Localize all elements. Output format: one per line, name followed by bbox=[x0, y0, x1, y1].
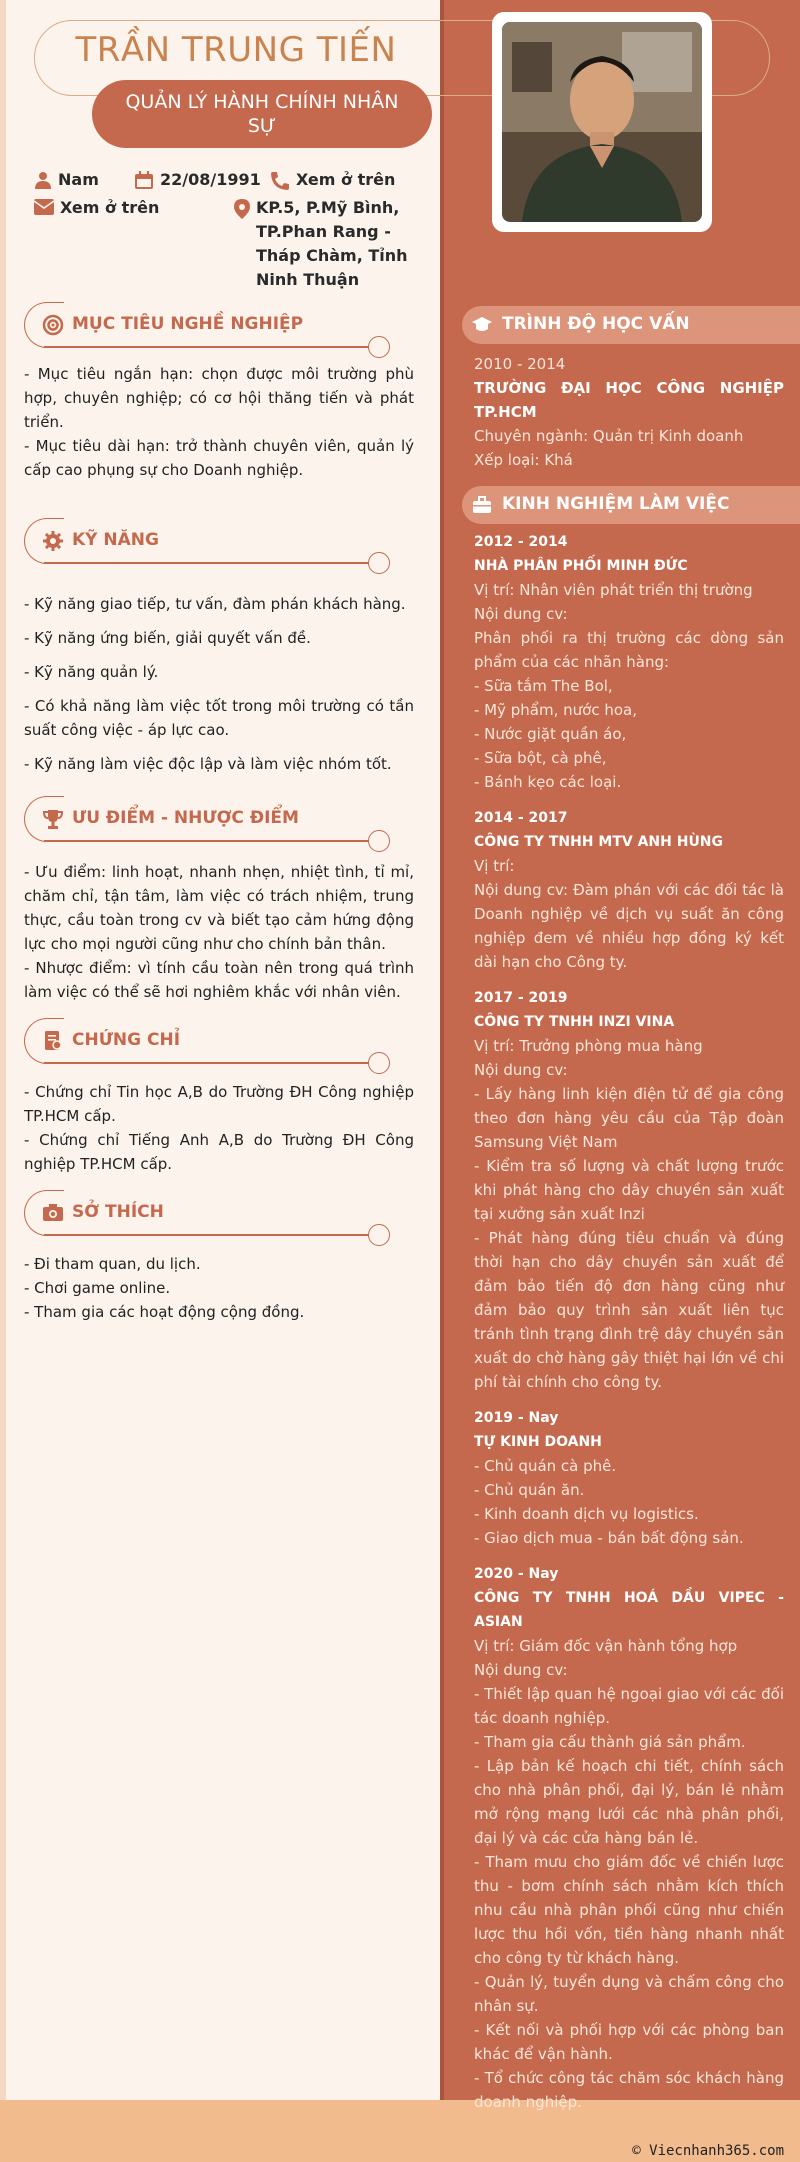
contact-gender bbox=[34, 168, 99, 192]
education-content bbox=[474, 352, 784, 472]
address-value: KP.5, P.Mỹ Bình, TP.Phan Rang - Tháp Chàm, Tỉnh Ninh Thuận bbox=[256, 198, 408, 289]
job-line: Nội dung cv: bbox=[474, 1061, 568, 1079]
briefcase-icon bbox=[472, 495, 492, 515]
skill-item: - Kỹ năng làm việc độc lập và làm việc nhóm tốt. bbox=[24, 755, 392, 773]
contact-phone bbox=[270, 168, 395, 192]
objective-line: - Mục tiêu ngắn hạn: chọn được môi trường phù hợp, chuyên nghiệp; có cơ hội thăng tiến và phát triển. bbox=[24, 365, 414, 431]
job-company: TỰ KINH DOANH bbox=[474, 1434, 602, 1450]
job-line: - Mỹ phẩm, nước hoa, bbox=[474, 701, 637, 719]
job-title: QUẢN LÝ HÀNH CHÍNH NHÂN SỰ bbox=[125, 91, 399, 137]
job-line: - Tổ chức công tác chăm sóc khách hàng doanh nghiệp. bbox=[474, 2069, 784, 2111]
certificate-item: - Chứng chỉ Tiếng Anh A,B do Trường ĐH Công nghiệp TP.HCM cấp. bbox=[24, 1131, 414, 1173]
gender-value: Nam bbox=[58, 170, 99, 189]
skill-item: - Kỹ năng giao tiếp, tư vấn, đàm phán khách hàng. bbox=[24, 595, 406, 613]
job-line: - Sữa bột, cà phê, bbox=[474, 749, 607, 767]
objective-line: - Mục tiêu dài hạn: trở thành chuyên viên, quản lý cấp cao phụng sự cho Doanh nghiệp. bbox=[24, 437, 414, 479]
job-line: - Chủ quán cà phê. bbox=[474, 1457, 617, 1475]
job-period: 2014 - 2017 bbox=[474, 810, 568, 826]
hobbies-content bbox=[24, 1252, 414, 1324]
hobby-item: - Tham gia các hoạt động cộng đồng. bbox=[24, 1303, 305, 1321]
objective-section-header bbox=[24, 302, 390, 348]
job-line: - Quản lý, tuyển dụng và chấm công cho nhân sự. bbox=[474, 1973, 784, 2015]
job-company: CÔNG TY TNHH HOÁ DẦU VIPEC - ASIAN bbox=[474, 1590, 784, 1630]
job-company: CÔNG TY TNHH INZI VINA bbox=[474, 1014, 675, 1030]
contact-email bbox=[34, 196, 159, 220]
job-line: - Lập bản kế hoạch chi tiết, chính sách cho nhà phân phối, đại lý, bán lẻ nhằm mở rộng mạng lưới các nhà phân phối, đại lý và các cửa hàng bán lẻ. bbox=[474, 1757, 784, 1847]
job-line: - Lấy hàng linh kiện điện tử để gia công theo đơn hàng yêu cầu của Tập đoàn Samsung Việt Nam bbox=[474, 1085, 784, 1151]
email-value[interactable]: Xem ở trên bbox=[60, 198, 160, 217]
envelope-icon bbox=[34, 199, 54, 215]
phone-value[interactable]: Xem ở trên bbox=[296, 170, 396, 189]
job-line: Vị trí: Giám đốc vận hành tổng hợp bbox=[474, 1637, 738, 1655]
candidate-name: TRẦN TRUNG TIẾN bbox=[75, 30, 397, 70]
phone-icon bbox=[270, 171, 290, 191]
hobby-item: - Đi tham quan, du lịch. bbox=[24, 1255, 201, 1273]
certificates-content bbox=[24, 1080, 414, 1176]
skill-item: - Kỹ năng quản lý. bbox=[24, 663, 159, 681]
skills-heading: KỸ NĂNG bbox=[72, 530, 159, 550]
gear-icon bbox=[42, 530, 64, 552]
job-title-badge bbox=[92, 80, 432, 148]
weakness-line: - Nhược điểm: vì tính cầu toàn nên trong quá trình làm việc có thể sẽ hơi nghiêm khắc với nhân viên. bbox=[24, 959, 414, 1001]
job-line: Vị trí: Nhân viên phát triển thị trường bbox=[474, 581, 753, 599]
job-period: 2017 - 2019 bbox=[474, 990, 568, 1006]
trophy-icon bbox=[42, 808, 64, 830]
job-line: - Tham gia cấu thành giá sản phẩm. bbox=[474, 1733, 746, 1751]
job-line: - Kinh doanh dịch vụ logistics. bbox=[474, 1505, 699, 1523]
hobbies-heading: SỞ THÍCH bbox=[72, 1202, 164, 1222]
certificate-icon bbox=[42, 1030, 64, 1052]
strengths-heading: ƯU ĐIỂM - NHƯỢC ĐIỂM bbox=[72, 808, 299, 828]
job-entry bbox=[474, 530, 784, 794]
contact-birthday bbox=[134, 168, 261, 192]
experience-heading: KINH NGHIỆM LÀM VIỆC bbox=[502, 494, 730, 514]
job-line: - Chủ quán ăn. bbox=[474, 1481, 585, 1499]
job-entry bbox=[474, 1562, 784, 2114]
strengths-section-header bbox=[24, 796, 390, 842]
certificate-item: - Chứng chỉ Tin học A,B do Trường ĐH Công nghiệp TP.HCM cấp. bbox=[24, 1083, 414, 1125]
hobbies-section-header bbox=[24, 1190, 390, 1236]
job-entry bbox=[474, 1406, 784, 1550]
certificates-section-header bbox=[24, 1018, 390, 1064]
job-line: Vị trí: Trưởng phòng mua hàng bbox=[474, 1037, 703, 1055]
education-period: 2010 - 2014 bbox=[474, 355, 566, 373]
job-entry bbox=[474, 986, 784, 1394]
objective-heading: MỤC TIÊU NGHỀ NGHIỆP bbox=[72, 314, 304, 334]
graduation-cap-icon bbox=[472, 315, 492, 335]
objective-content bbox=[24, 362, 414, 482]
skills-section-header bbox=[24, 518, 390, 564]
person-icon bbox=[34, 171, 52, 189]
job-line: Phân phối ra thị trường các dòng sản phẩm của các nhãn hàng: bbox=[474, 629, 784, 671]
skills-content bbox=[24, 592, 414, 786]
skill-item: - Kỹ năng ứng biến, giải quyết vấn đề. bbox=[24, 629, 311, 647]
job-line: Nội dung cv: bbox=[474, 1661, 568, 1679]
hobby-item: - Chơi game online. bbox=[24, 1279, 171, 1297]
target-icon bbox=[42, 314, 64, 336]
education-grade: Xếp loại: Khá bbox=[474, 451, 573, 469]
job-line: - Phát hàng đúng tiêu chuẩn và đúng thời hạn cho dây chuyền sản xuất để đảm bảo tiến độ đơn hàng cũng như đảm bảo quy trình sản xuất liên tục tránh tình trạng đình trệ dây chuyền sản xuất do chờ hàng gây thiệt hại lớn về chi phí tài chính cho công ty. bbox=[474, 1229, 784, 1391]
strengths-content bbox=[24, 860, 414, 1004]
camera-icon bbox=[42, 1202, 64, 1224]
strength-line: - Ưu điểm: linh hoạt, nhanh nhẹn, nhiệt tình, tỉ mỉ, chăm chỉ, tận tâm, làm việc có trách nhiệm, trung thực, cầu toàn trong cv và biết tạo cảm hứng động lực cho mọi người cũng như cho chính bản thân. bbox=[24, 863, 414, 953]
job-line: - Bánh kẹo các loại. bbox=[474, 773, 622, 791]
job-period: 2019 - Nay bbox=[474, 1410, 559, 1426]
job-line: - Nước giặt quần áo, bbox=[474, 725, 627, 743]
job-period: 2020 - Nay bbox=[474, 1566, 559, 1582]
job-line: - Kết nối và phối hợp với các phòng ban khác để vận hành. bbox=[474, 2021, 784, 2063]
job-line: Nội dung cv: Đàm phán với các đối tác là Doanh nghiệp về dịch vụ suất ăn công nghiệp đem về nhiều hợp đồng ký kết dài hạn cho Công ty. bbox=[474, 881, 784, 971]
footer-watermark[interactable]: © Viecnhanh365.com bbox=[632, 2143, 784, 2159]
skill-item: - Có khả năng làm việc tốt trong môi trường có tần suất công việc - áp lực cao. bbox=[24, 697, 414, 739]
education-heading: TRÌNH ĐỘ HỌC VẤN bbox=[502, 314, 690, 334]
footer bbox=[0, 2142, 800, 2162]
experience-section-header bbox=[462, 486, 800, 524]
experience-list bbox=[474, 530, 784, 2126]
job-line: - Tham mưu cho giám đốc về chiến lược thu - bơm chính sách nhằm kích thích nhu cầu nhà phân phối cũng như chiến lược thu hồi vốn, tiền hàng nhanh nhất cho công ty từ khách hàng. bbox=[474, 1853, 784, 1967]
school-name: TRƯỜNG ĐẠI HỌC CÔNG NGHIỆP TP.HCM bbox=[474, 379, 784, 421]
job-entry bbox=[474, 806, 784, 974]
job-line: - Thiết lập quan hệ ngoại giao với các đối tác doanh nghiệp. bbox=[474, 1685, 785, 1727]
contact-address bbox=[234, 196, 424, 292]
job-line: - Giao dịch mua - bán bất động sản. bbox=[474, 1529, 744, 1547]
certificates-heading: CHỨNG CHỈ bbox=[72, 1030, 181, 1050]
education-major: Chuyên ngành: Quản trị Kinh doanh bbox=[474, 427, 744, 445]
job-line: - Sữa tắm The Bol, bbox=[474, 677, 613, 695]
job-line: - Kiểm tra số lượng và chất lượng trước khi phát hàng cho dây chuyền sản xuất tại xưởng sản xuất Inzi bbox=[474, 1157, 784, 1223]
job-company: NHÀ PHÂN PHỐI MINH ĐỨC bbox=[474, 558, 688, 574]
job-period: 2012 - 2014 bbox=[474, 534, 568, 550]
job-line: Nội dung cv: bbox=[474, 605, 568, 623]
job-company: CÔNG TY TNHH MTV ANH HÙNG bbox=[474, 834, 724, 850]
avatar bbox=[502, 22, 702, 222]
birthday-value: 22/08/1991 bbox=[160, 170, 261, 189]
education-section-header bbox=[462, 306, 800, 344]
calendar-icon bbox=[134, 171, 154, 189]
map-pin-icon bbox=[234, 199, 250, 219]
job-line: Vị trí: bbox=[474, 857, 515, 875]
